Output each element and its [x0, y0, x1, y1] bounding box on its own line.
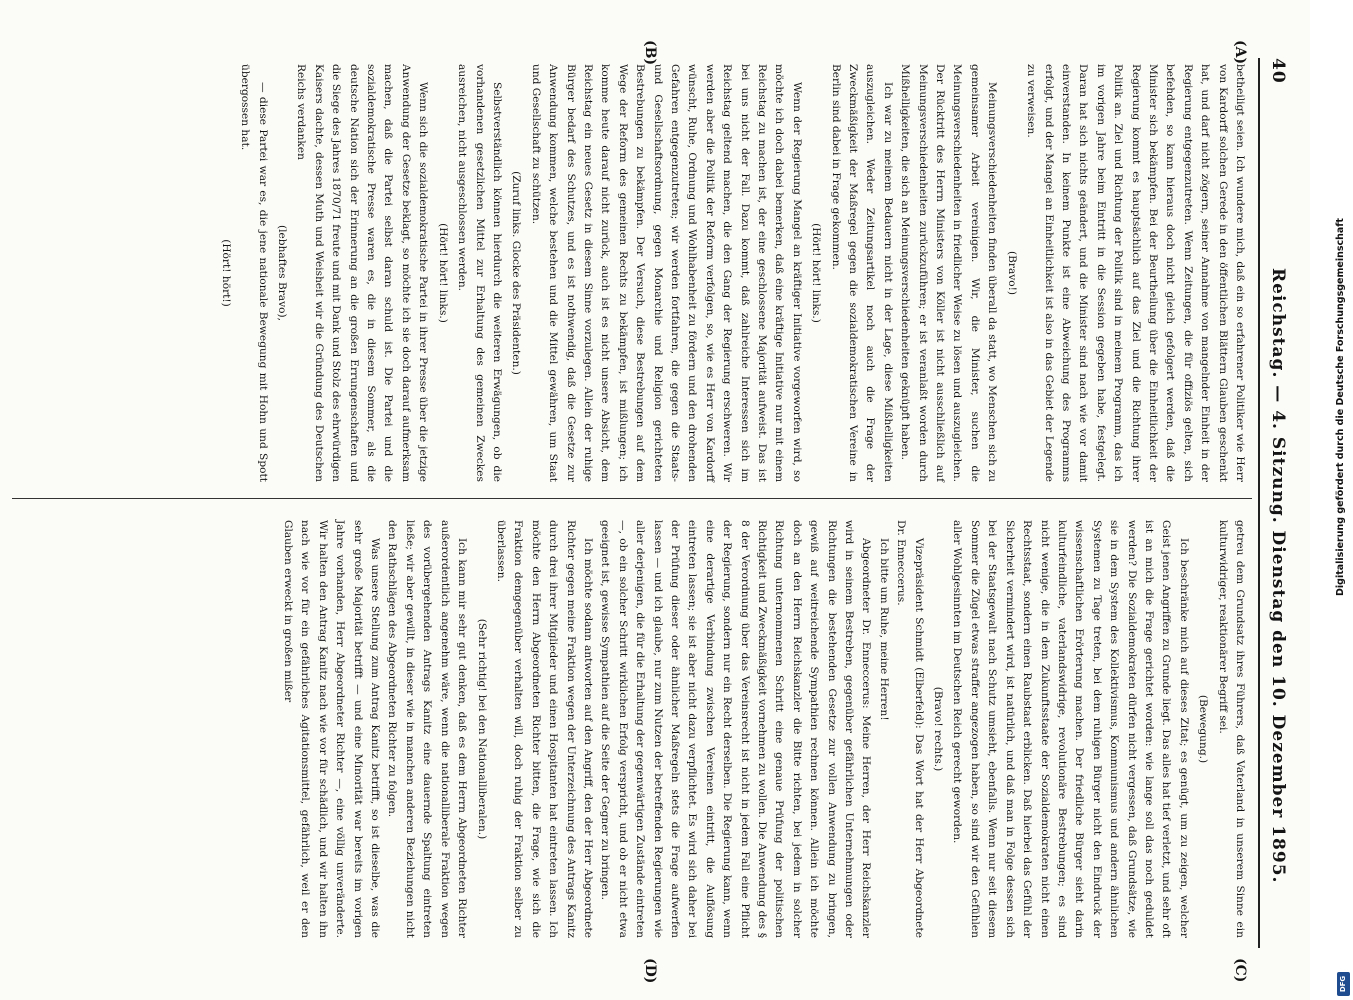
speaker-paragraph: Vizepräsident Schmidt (Elberfeld): Das Wort hat der Herr Abgeordnete Dr. Enneccerus.: [895, 520, 925, 938]
paragraph: Ich kann mir sehr gut denken, daß es dem Herrn Abgeordneten Richter außerordentlich angenehm wäre, wenn die nationalliberale Fraktion wegen des vorübergehenden Antrags Kanitz eine dauernde Spaltung eintreten ließe; wir aber gewillt, in dieser wie in manchen anderen Beziehungen nicht den Rathschlägen des Abgeordneten Richter zu folgen.: [386, 520, 469, 938]
paragraph: Was unsere Stellung zum Antrag Kanitz betrifft, so ist dieselbe, was die sehr große Majorität betrifft — und eine Minorität war bereits im vorigen Jahre vorhanden, Herr Abgeordneter Richter —, eine völlig unveränderte. Wir halten den Antrag Kanitz nach wie vor für schädlich, und wir halten ihn nach wie vor für ein gefährliches Agitationsmittel, gefährlich, weil er den Glauben erweckt in großen mißer: [282, 520, 382, 938]
interjection: (Zuruf links. Glocke des Präsidenten.): [510, 171, 523, 375]
paragraph: — diese Partei war es, die jene nationale Bewegung mit Hohn und Spott übergossen hat.: [239, 64, 269, 482]
margin-marker-d: (D): [642, 958, 658, 984]
margin-marker-b: (B): [642, 40, 658, 66]
interjection: (Bewegung.): [1197, 694, 1210, 764]
speaker-paragraph: Abgeordneter Dr. Enneccerus: Meine Herren, der Herr Reichskanzler wird in seinem Bestreben, gegenüber gefährlichen Unternehmungen oder Richtungen die bestehenden Gesetze zur vollen Anwendung zu bringen, gewiß auf weitreichende Sympathien rechnen können. Allein ich möchte doch an den Herrn Reichskanzler die Bitte richten, bei jedem in solcher Richtung unternommenen Schritt eine genaue Prüfung der politischen Richtigkeit und Zweckmäßigkeit vornehmen zu wollen. Die Anwendung des § 8 der Verordnung über das Vereinsrecht ist nicht in jedem Fall eine Pflicht der Regierung, sondern nur ein Recht derselben. Die Regierung kann, wenn eine derartige Verbindung zwischen Vereinen eintritt, die Auflösung eintreten lassen; sie ist aber nicht dazu verpflichtet. Es wird sich daher bei der Prüfung dieser oder ähnlicher Maßregeln stets die Frage aufwerfen lassen — und ich glaube, nur zum Nutzen der betreffenden Regierungen wie aller derjenigen, die für die Erhaltung der gegenwärtigen Zustände eintreten —, ob ein solcher Schritt wirklichen Erfolg verspricht, und ob er nicht etwa geeignet ist, gewisse Sympathien auf die Seite der Gegner zu bringen.: [599, 520, 873, 938]
page-number: 40: [1268, 58, 1288, 84]
paragraph: Selbstverständlich können hierdurch die weiteren Erwägungen, ob die vorhandenen gesetzlichen Mittel zur Erhaltung des gemeinen Zweckes ausreichen, nicht ausgeschlossen werden.: [456, 64, 503, 482]
page-header: [1264, 58, 1292, 958]
dfg-logo-text: DFG: [1339, 975, 1348, 993]
digitization-credit: Digitalisierung gefördert durch die Deutsche Forschungsgemeinschaft: [1335, 218, 1346, 596]
interjection: (lebhaftes Bravo),: [276, 225, 289, 321]
paragraph: Ich bitte um Ruhe, meine Herren!: [877, 538, 890, 721]
margin-marker-c: (C): [1232, 958, 1248, 983]
dfg-logo: [1337, 972, 1350, 996]
paragraph: betheiligt seien. Ich wundere mich, daß ein so erfahrener Politiker wie Herr von Kardorff solchen Gerede in den öffentlichen Blättern Glauben geschenkt hat, und darf nicht zögern, seiner Annahme von mangelnder Einheit in der Regierung entgegenzutreten. Wenn Zeitungen, die für offiziös gelten, sich befehden, so kann hieraus doch nicht gleich gefolgert werden, daß die Minister sich bekämpfen. Bei der Beurtheilung über die Einheitlichkeit der Regierung kommt es hauptsächlich auf das Ziel und die Richtung ihrer Politik an. Ziel und Richtung der Politik sind in meinem Programm, das ich im vorigen Jahre beim Eintritt in die Session gegeben habe, festgelegt. Daran hat sich nichts geändert, und die Minister sind nach wie vor damit einverstanden. In keinem Punkte ist eine Abweichung des Programms erfolgt, und der Mangel an Einheitlichkeit ist also in das Gebiet der Legende zu verweisen.: [1025, 64, 1246, 482]
paragraph: Ich war zu meinem Bedauern nicht in der Lage, diese Mißhelligkeiten auszugleichen. Weder Zeitungsartikel noch auch die Frage der Zweckmäßigkeit der Maßregel gegen die sozialdemokratischen Vereine in Berlin sind dabei in Frage gekommen.: [829, 64, 894, 482]
page-title: Reichstag. — 4. Sitzung. Dienstag den 10. Dezember 1895.: [1268, 268, 1288, 884]
left-column: [214, 64, 1248, 482]
header-rule: [1258, 58, 1260, 948]
margin-marker-a: (A): [1232, 40, 1248, 65]
paragraph: Wenn sich die sozialdemokratische Partei in ihrer Presse über die jetzige Anwendung der Gesetze beklagt, so möchte ich sie doch darauf aufmerksam machen, daß die Partei selbst daran schuld ist. Die Partei und die sozialdemokratische Presse waren es, die in diesem Sommer, als die deutsche Nation sich der Erinnerung an die großen Errungenschaften und die Siege des Jahres 1870/71 freute und mit Dank und Stolz des ehrwürdigen Kaisers dachte, dessen Muth und Weisheit wir die Gründung des Deutschen Reichs verdanken: [295, 64, 430, 482]
column-divider: [12, 498, 1252, 499]
interjection: (Bravo!): [1005, 250, 1018, 296]
paragraph: getreu dem Grundsatz ihres Führers, daß Vaterland in unserem Sinne ein kulturwidriger, reaktionärer Begriff sei.: [1216, 520, 1246, 938]
interjection: (Hört! hört! links.): [436, 223, 449, 323]
paragraph: Ich möchte sodann antworten auf den Angriff, den der Herr Abgeordnete Richter gegen meine Fraktion wegen der Unterzeichnung des Antrags Kanitz durch drei ihrer Mitglieder und einen Hospitanten hat eintreten lassen. Ich möchte den Herrn Abgeordneten Richter bitten, die Frage, wie sich die Fraktion demgegenüber verhalten will, doch ruhig der Fraktion selber zu überlassen.: [494, 520, 594, 938]
paragraph: Ich beschränke mich auf dieses Zitat; es genügt, um zu zeigen, welcher Geist jenen Angriffen zu Grunde liegt. Das alles hat tief verletzt, und sehr oft ist an mich die Frage gerichtet worden: wie lange soll das noch geduldet werden? Die Sozialdemokraten dürfen nicht vergessen, daß Grundsätze, wie sie in dem System des Kollektivismus, Kommunismus und andern ähnlichen Systemen zu Tage treten, bei dem ruhigen Bürger nicht den Eindruck der wissenschaftlichen Erörterung machen. Der friedliche Bürger sieht darin kulturfeindliche, vaterlandswidrige, revolutionäre Bestrebungen; es sind nicht wenige, die in dem Zukunftsstaate der Sozialdemokraten nicht einen Rechtsstaat, sondern einen Raubstaat erblicken. Daß hierbei das Gefühl der Sicherheit vermindert wird, ist natürlich, und daß man in Folge dessen sich bei der Staatsgewalt nach Schutz umsieht, ebenfalls. Wenn nur seit diesem Sommer die Zügel etwas straffer angezogen haben, so sind wir den Gefühlen aller Wohlgesinnten im Deutschen Reich gerecht geworden.: [951, 520, 1190, 938]
interjection: (Bravo! rechts.): [932, 686, 945, 772]
paragraph: Meinungsverschiedenheiten finden überall da statt, wo Menschen sich zu gemeinsamer Arbeit vereinigen. Wir, die Minister, suchen die Meinungsverschiedenheiten in friedlicher Weise zu lösen und auszugleichen. Der Rücktritt des Herrn Ministers von Köller ist nicht ausschließlich auf Meinungsverschiedenheiten zurückzuführen; er ist veranlaßt worden durch Mißhelligkeiten, die sich an Meinungsverschiedenheiten geknüpft haben.: [899, 64, 999, 482]
interjection: (Hört! hört! links.): [810, 223, 823, 323]
interjection: (Sehr richtig! bei den Nationalliberalen.): [475, 618, 488, 840]
paragraph: Wenn der Regierung Mangel an kräftiger Initiative vorgeworfen wird, so möchte ich doch dabei bemerken, daß eine kräftige Initiative nur mit einem Reichstag zu machen ist, der eine geschlossene Majorität aufweist. Das ist bei uns nicht der Fall. Dazu kommt, daß zahlreiche Interessen sich im Reichstag geltend machen, die den Gang der Regierung erschweren. Wir werden aber die Politik der Reform verfolgen, so, wie es Herr von Kardorff wünscht, Ruhe, Ordnung und Wohlhabenheit zu fördern und den drohenden Gefahren entgegenzutreten; wir werden fortfahren, die gegen die Staats- und Gesellschaftsordnung, gegen Monarchie und Religion gerichteten Bestrebungen zu bekämpfen. Der Versuch, diese Bestrebungen auf dem Wege der Reform des gemeinen Rechts zu bekämpfen, ist mißlungen; ich komme heute darauf nicht zurück, auch ist es nicht unsere Absicht, dem Reichstag ein neues Gesetz in diesem Sinne vorzulegen. Allein der ruhige Bürger bedarf des Schutzes, und es ist nothwendig, daß die Gesetze zur Anwendung kommen, welche bestehen und die Mittel gewähren, um Staat und Gesellschaft zu schützen.: [529, 64, 803, 482]
interjection: (Hört! hört!): [219, 239, 232, 307]
right-column: [279, 520, 1248, 938]
